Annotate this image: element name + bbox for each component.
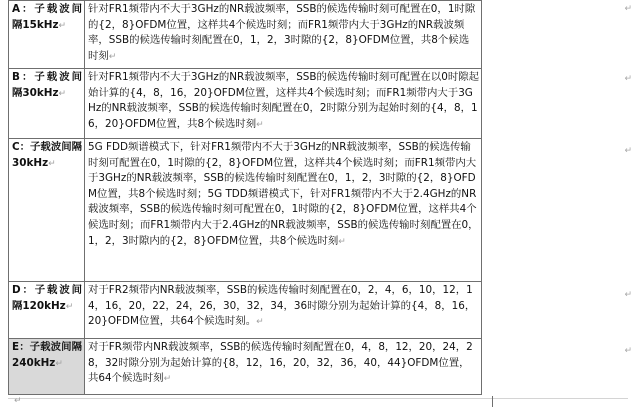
row-label: C：子载波间隔30kHz↵ [9,139,85,282]
row-label: A：子载波间隔15kHz↵ [9,1,85,69]
table-row [9,69,482,139]
row-label: E：子载波间隔240kHz↵ [9,339,85,395]
row-text: 对于FR2频带内NR载波频率，SSB的候选传输时刻配置在0，2，4，6，10，12，14，16，20，22，24，26，30，32，34，36时隙分别为起始计算的{4，8，16，20}OFDM位置，共64个候选时刻。↵ [85,282,482,339]
row-text: 针对FR1频带内不大于3GHz的NR载波频率，SSB的候选传输时刻可配置在以0时隙起始计算的{4，8，16，20}OFDM位置，这样共4个候选时刻；而FR1频带内大于3GHz的NR载波频率，SSB的候选传输时刻配置在0，2时隙分别为起始时刻的{4，8，16，20}OFDM位置，共8个候选时刻↵ [85,69,482,139]
paragraph-mark: ↵ [14,396,22,406]
row-text: 对于FR频带内NR载波频率，SSB的候选传输时刻配置在0，4，8，12，20，24，28，32时隙分别为起始计算的{8，12，16，20，32，36，40，44}OFDM位置，共64个候选时刻↵ [85,339,482,395]
row-end-mark: ↵ [624,146,632,156]
row-end-mark: ↵ [624,4,632,14]
row-end-mark: ↵ [624,290,632,300]
row-text: 针对FR1频带内不大于3GHz的NR载波频率，SSB的候选传输时刻可配置在0，1时隙的{2，8}OFDM位置，这样共4个候选时刻；而FR1频带内大于3GHz的NR载波频率，SSB的候选传输时刻配置在0，1，2，3时隙的{2，8}OFDM位置，共8个候选时刻↵ [85,1,482,69]
table-row [9,339,482,395]
document-page [8,0,630,395]
section-divider [8,398,628,399]
row-end-mark: ↵ [624,74,632,84]
row-label: B：子载波间隔30kHz↵ [9,69,85,139]
row-text: 5G FDD频谱模式下，针对FR1频带内不大于3GHz的NR载波频率，SSB的候选传输时刻可配置在0，1时隙的{2，8}OFDM位置，这样共4个候选时刻；而FR1频带内大于3GHz的NR载波频率，SSB的候选传输时刻配置在0，1，2，3时隙的{2，8}OFDM位置，共8个候选时刻；5G TDD频谱模式下，针对FR1频带内不大于2.4GHz的NR载波频率，SSB的候选传输时刻可配置在0，1时隙的{2，8}OFDM位置，这样共4个候选时刻；而FR1频带内大于2.4GHz的NR载波频率，SSB的候选传输时刻配置在0，1，2，3时隙内的{2，8}OFDM位置，共8个候选时刻↵ [85,139,482,282]
table-row [9,139,482,282]
row-end-mark: ↵ [624,346,632,356]
table-continuation [492,396,493,407]
ssb-table [8,0,482,395]
table-row [9,1,482,69]
row-label: D：子载波间隔120kHz↵ [9,282,85,339]
table-row [9,282,482,339]
